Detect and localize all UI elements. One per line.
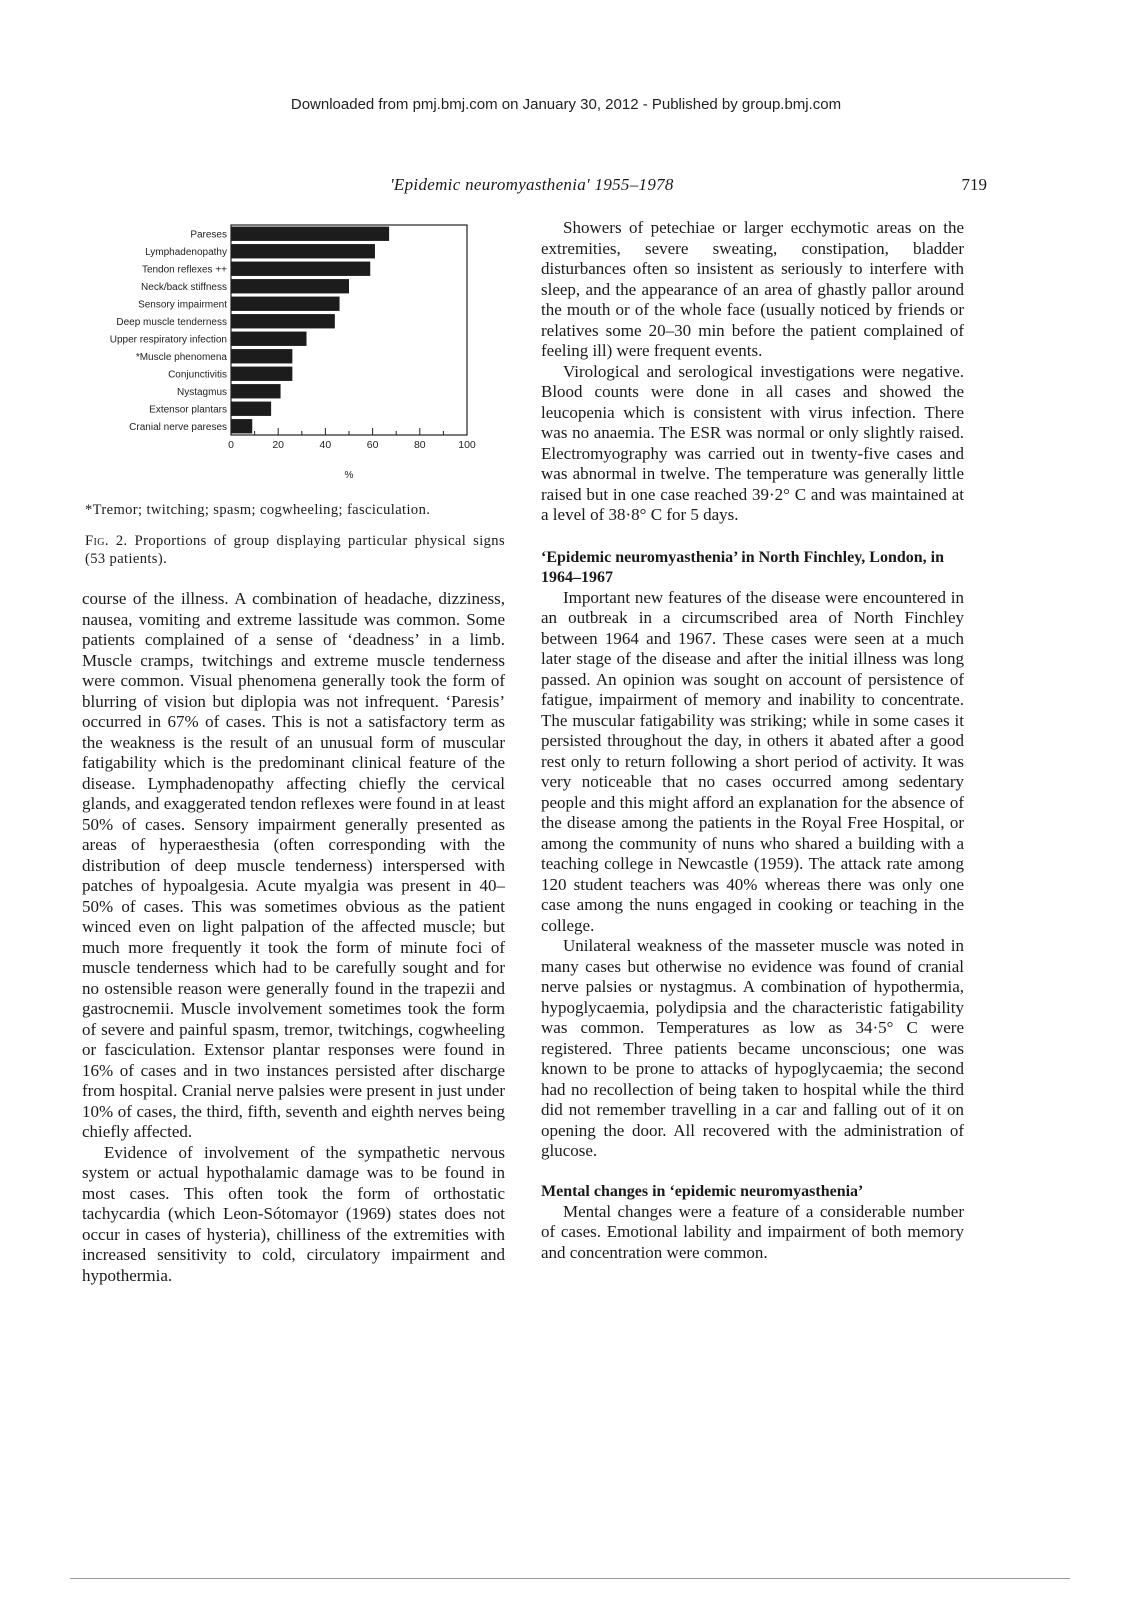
x-tick-label: 60 <box>366 439 379 451</box>
x-tick-label: 100 <box>458 439 476 451</box>
left-paragraph-1: course of the illness. A combination of headache, dizziness, nausea, vomiting and extreme lassitude was common. Some patients complained of a sense of ‘deadness’ in a limb. Muscle cramps, twitchings and extreme muscle tenderness were common. Visual phenomena generally took the form of blurring of vision but diplopia was not infrequent. ‘Paresis’ occurred in 67% of cases. This is not a satisfactory term as the weakness is the result of an unusual form of muscular fatigability which is the predominant clinical feature of the disease. Lymphadenopathy affecting chiefly the cervical glands, and exaggerated tendon reflexes were found in at least 50% of cases. Sensory impairment generally presented as areas of hyperaesthesia (often corresponding with the distribution of deep muscle tenderness) interspersed with patches of hypoalgesia. Acute myalgia was present in 40–50% of cases. This was sometimes obvious as the patient winced even on light palpation of the affected muscle; but much more frequently it took the form of minute foci of muscle tenderness which had to be carefully sought and for no ostensible reason were generally found in the trapezii and gastrocnemii. Muscle involvement sometimes took the form of severe and painful spasm, tremor, twitchings, cogwheeling or fasciculation. Extensor plantar responses were found in 16% of cases and in two instances persisted after discharge from hospital. Cranial nerve palsies were present in just under 10% of cases, the third, fifth, seventh and eighth nerves being chiefly affected. <box>82 589 505 1141</box>
bar-5 <box>231 297 340 311</box>
category-label: Cranial nerve pareses <box>129 421 227 433</box>
x-axis-label: % <box>344 470 354 481</box>
x-tick-label: 80 <box>413 439 426 451</box>
bar-4 <box>231 279 349 293</box>
download-banner: Downloaded from pmj.bmj.com on January 30, 2012 - Published by group.bmj.com <box>290 96 842 113</box>
figure-footnote: *Tremor; twitching; spasm; cogwheeling; fasciculation. <box>85 502 431 518</box>
bar-11 <box>231 402 271 416</box>
bar-8 <box>231 349 292 363</box>
category-label: Upper respiratory infection <box>109 334 227 346</box>
bar-2 <box>231 244 375 258</box>
category-label: Neck/back stiffness <box>141 281 227 293</box>
left-column <box>82 589 505 1286</box>
category-label: Nystagmus <box>176 386 227 398</box>
category-label: *Muscle phenomena <box>135 351 227 363</box>
x-tick-label: 40 <box>319 439 332 451</box>
bar-3 <box>231 262 370 276</box>
figure-caption <box>85 532 505 568</box>
right-paragraph-1: Showers of petechiae or larger ecchymotic areas on the extremities, severe sweating, constipation, bladder disturbances often so insistent as seriously to interfere with sleep, and the appearance of an area of ghastly pallor around the mouth or of the whole face (usually noticed by friends or relatives some 20–30 min before the patient complained of feeling ill) were frequent events. <box>541 218 964 360</box>
x-tick-label: 0 <box>228 439 234 451</box>
left-paragraph-2: Evidence of involvement of the sympathetic nervous system or actual hypothalamic damage was to be found in most cases. This often took the form of orthostatic tachycardia (which Leon-Sótomayor (1969) states does not occur in cases of hysteria), chilliness of the extremities with increased sensitivity to cold, circulatory impairment and hypothermia. <box>82 1142 505 1285</box>
bar-9 <box>231 367 292 381</box>
figure-2 <box>80 225 510 481</box>
category-label: Sensory impairment <box>138 299 227 311</box>
category-label: Conjunctivitis <box>168 369 227 381</box>
bottom-rule <box>70 1578 1070 1579</box>
section-heading-mental-changes: Mental changes in ‘epidemic neuromyasthenia’ <box>541 1182 864 1200</box>
figure-caption-label: Fig. 2. <box>85 533 128 549</box>
category-label: Tendon reflexes ++ <box>141 264 227 276</box>
bar-chart <box>80 225 510 481</box>
section-heading-north-finchley: ‘Epidemic neuromyasthenia’ in North Finchley, London, in 1964–1967 <box>541 548 945 586</box>
bar-10 <box>231 384 281 398</box>
x-tick-label: 20 <box>272 439 285 451</box>
category-label: Deep muscle tenderness <box>116 316 227 328</box>
category-label: Extensor plantars <box>149 404 227 416</box>
right-paragraph-4: Unilateral weakness of the masseter muscle was noted in many cases but otherwise no evidence was found of cranial nerve palsies or nystagmus. A combination of hypothermia, hypoglycaemia, polydipsia and the characteristic fatigability was common. Temperatures as low as 34·5° C were registered. Three patients became unconscious; one was known to be prone to attacks of hypoglycaemia; the second had no recollection of being taken to hospital while the third did not remember travelling in a car and falling out of it on opening the door. All recovered with the administration of glucose. <box>541 936 964 1160</box>
category-label: Lymphadenopathy <box>145 246 227 258</box>
page-number: 719 <box>961 175 987 194</box>
right-paragraph-5: Mental changes were a feature of a considerable number of cases. Emotional lability and impairment of both memory and concentration were common. <box>541 1201 964 1262</box>
right-column <box>541 218 964 1263</box>
bar-12 <box>231 419 252 433</box>
bar-7 <box>231 332 307 346</box>
category-label: Pareses <box>190 229 227 241</box>
running-head: 'Epidemic neuromyasthenia' 1955–1978 <box>390 175 674 194</box>
figure-caption-text: Proportions of group displaying particular physical signs (53 patients). <box>85 533 505 567</box>
bar-6 <box>231 314 335 328</box>
bar-1 <box>231 227 389 241</box>
right-paragraph-3: Important new features of the disease were encountered in an outbreak in a circumscribed area of North Finchley between 1964 and 1967. These cases were seen at a much later stage of the disease and after the initial illness was long passed. An opinion was sought on account of persistence of fatigue, impairment of memory and inability to concentrate. The muscular fatigability was striking; while in some cases it persisted throughout the day, in others it abated after a good rest only to return following a short period of activity. It was very noticeable that no cases occurred among sedentary people and this might afford an explanation for the absence of the disease among the patients in the Royal Free Hospital, or among the community of nuns who shared a building with a teaching college in Newcastle (1959). The attack rate among 120 student teachers was 40% whereas there was only one case among the nuns engaged in cooking or teaching in the college. <box>541 587 964 935</box>
right-paragraph-2: Virological and serological investigations were negative. Blood counts were done in all cases and showed the leucopenia which is consistent with virus infection. There was no anaemia. The ESR was normal or only slightly raised. Electromyography was carried out in twenty-five cases and was abnormal in twelve. The temperature was generally little raised but in one case reached 39·2° C and was maintained at a level of 38·8° C for 5 days. <box>541 361 964 524</box>
